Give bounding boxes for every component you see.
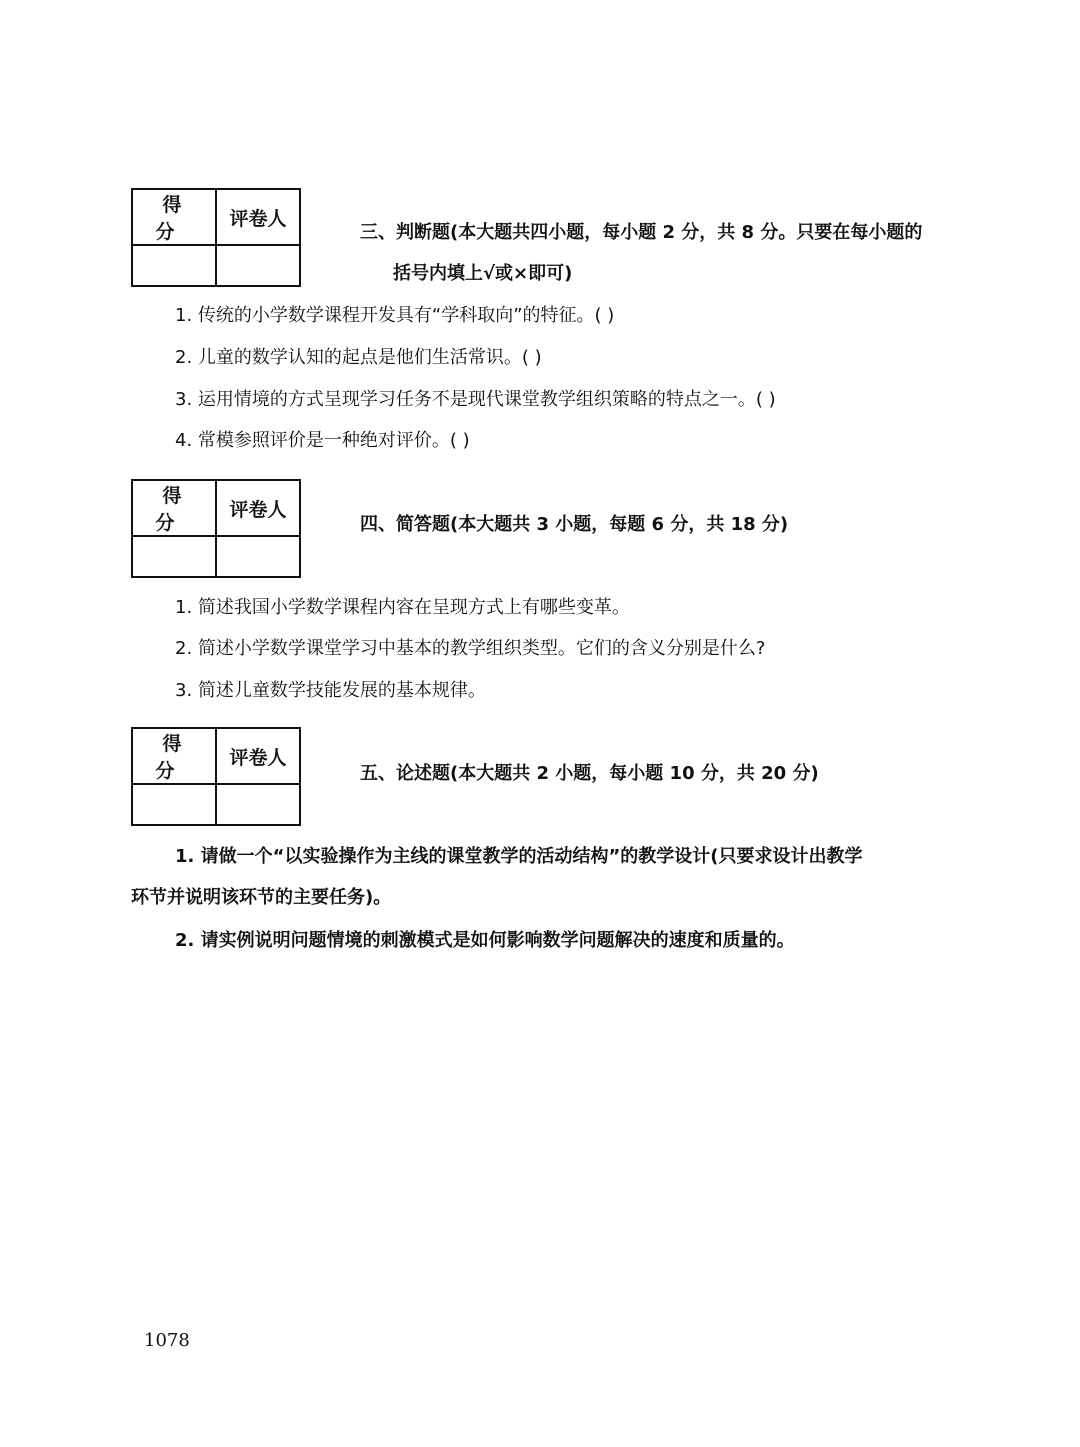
score-cell[interactable] — [132, 536, 216, 577]
section-4-title: 四、简答题(本大题共 3 小题，每题 6 分，共 18 分) — [360, 514, 789, 535]
section-5-question-1-line1: 1. 请做一个“以实验操作为主线的课堂教学的活动结构”的教学设计(只要求设计出教学 — [175, 846, 863, 867]
score-box-section-5 — [131, 727, 301, 826]
grader-cell[interactable] — [216, 536, 300, 577]
score-box-section-3 — [131, 188, 301, 287]
score-label: 得分 — [132, 189, 216, 245]
section-4-question-3: 3. 简述儿童数学技能发展的基本规律。 — [175, 680, 486, 701]
section-5-question-2: 2. 请实例说明问题情境的刺激模式是如何影响数学问题解决的速度和质量的。 — [175, 930, 795, 951]
grader-label: 评卷人 — [216, 480, 300, 536]
section-4-question-2: 2. 简述小学数学课堂学习中基本的教学组织类型。它们的含义分别是什么? — [175, 638, 766, 659]
section-3-question-2: 2. 儿童的数学认知的起点是他们生活常识。( ) — [175, 347, 542, 368]
grader-label: 评卷人 — [216, 189, 300, 245]
page-number: 1078 — [144, 1330, 190, 1351]
section-3-title-line2: 括号内填上√或×即可) — [393, 263, 573, 284]
grader-label: 评卷人 — [216, 728, 300, 784]
score-label: 得分 — [132, 480, 216, 536]
section-5-title: 五、论述题(本大题共 2 小题，每小题 10 分，共 20 分) — [360, 763, 819, 784]
grader-cell[interactable] — [216, 245, 300, 286]
section-3-question-3: 3. 运用情境的方式呈现学习任务不是现代课堂教学组织策略的特点之一。( ) — [175, 389, 776, 410]
grader-cell[interactable] — [216, 784, 300, 825]
section-4-question-1: 1. 简述我国小学数学课程内容在呈现方式上有哪些变革。 — [175, 597, 630, 618]
score-box-section-4 — [131, 479, 301, 578]
score-label: 得分 — [132, 728, 216, 784]
section-3-question-1: 1. 传统的小学数学课程开发具有“学科取向”的特征。( ) — [175, 305, 615, 326]
section-3-title-line1: 三、判断题(本大题共四小题，每小题 2 分，共 8 分。只要在每小题的 — [360, 222, 923, 243]
section-5-question-1-line2: 环节并说明该环节的主要任务)。 — [131, 887, 392, 908]
score-cell[interactable] — [132, 784, 216, 825]
score-cell[interactable] — [132, 245, 216, 286]
section-3-question-4: 4. 常模参照评价是一种绝对评价。( ) — [175, 430, 470, 451]
